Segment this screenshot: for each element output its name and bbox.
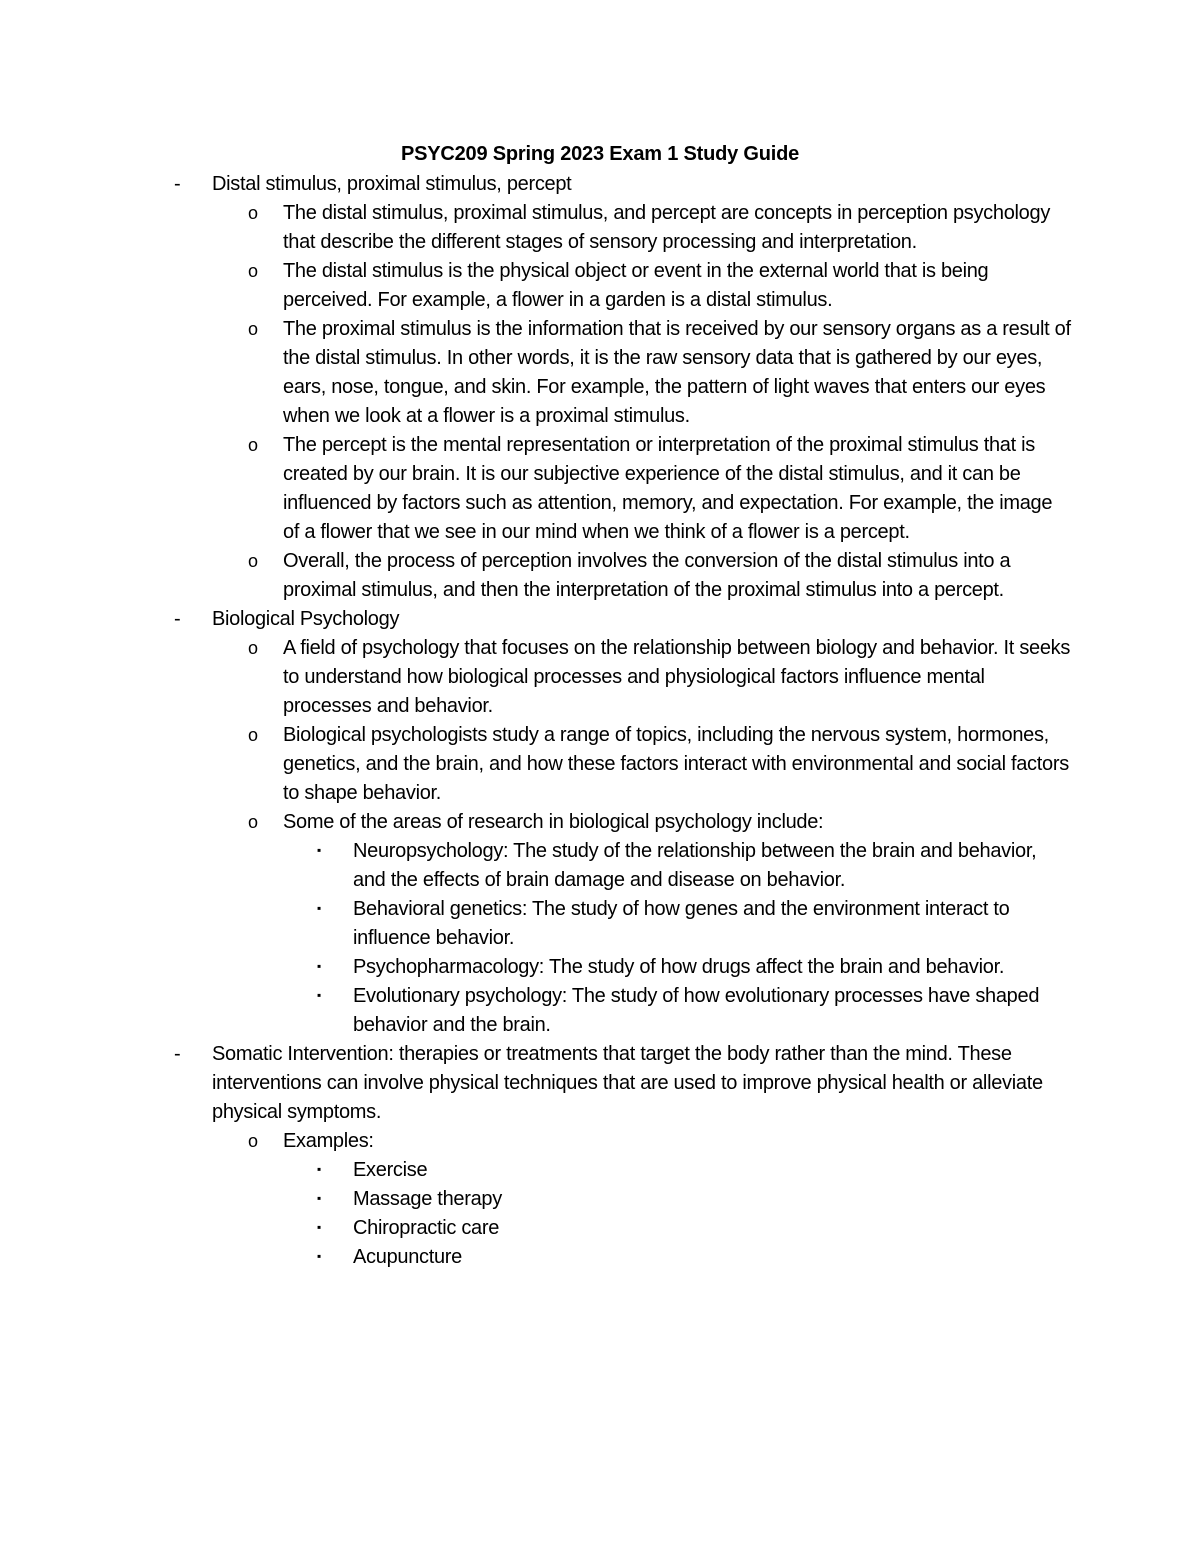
list-subitem bbox=[0, 1243, 1073, 1272]
dash-bullet-icon: - bbox=[174, 173, 181, 195]
list-item-text: The distal stimulus, proximal stimulus, and percept are concepts in perception psychology that describe the different stages of sensory processing and interpretation. bbox=[283, 202, 1051, 253]
list-item bbox=[0, 431, 1073, 547]
circle-bullet-icon: o bbox=[248, 261, 258, 281]
list-item-text: The percept is the mental representation or interpretation of the proximal stimulus that is created by our brain. It is our subjective experience of the distal stimulus, and it can be influenced by factors such as attention, memory, and expectation. For example, the image of a flower that we see in our mind when we think of a flower is a percept. bbox=[283, 434, 1053, 543]
list-subitem bbox=[0, 1185, 1073, 1214]
list-item-text: The proximal stimulus is the information that is received by our sensory organs as a result of the distal stimulus. In other words, it is the raw sensory data that is gathered by our eyes, ears, nose, tongue, and skin. For example, the pattern of light waves that enters our eyes when we look at a flower is a proximal stimulus. bbox=[283, 318, 1071, 427]
list-item-text: Overall, the process of perception involves the conversion of the distal stimulus into a proximal stimulus, and then the interpretation of the proximal stimulus into a percept. bbox=[283, 550, 1011, 601]
list-item-text: Exercise bbox=[353, 1159, 428, 1181]
list-item-text: Neuropsychology: The study of the relationship between the brain and behavior, and the effects of brain damage and disease on behavior. bbox=[353, 840, 1037, 891]
dash-bullet-icon: - bbox=[174, 1043, 181, 1065]
list-subitem bbox=[0, 953, 1073, 982]
list-subitem bbox=[0, 982, 1073, 1040]
list-subitem bbox=[0, 895, 1073, 953]
square-bullet-icon: ▪ bbox=[317, 901, 321, 915]
list-item-text: Chiropractic care bbox=[353, 1217, 500, 1239]
list-subitem bbox=[0, 837, 1073, 895]
circle-bullet-icon: o bbox=[248, 1131, 258, 1151]
list-item-text: Somatic Intervention: therapies or treatments that target the body rather than the mind. These interventions can involve physical techniques that are used to improve physical health or alleviate physical symptoms. bbox=[212, 1043, 1043, 1123]
square-bullet-icon: ▪ bbox=[317, 843, 321, 857]
list-subitem bbox=[0, 1156, 1073, 1185]
list-item bbox=[0, 1127, 1073, 1156]
list-item bbox=[0, 721, 1073, 808]
list-item bbox=[0, 634, 1073, 721]
list-item-text: Behavioral genetics: The study of how genes and the environment interact to influence behavior. bbox=[353, 898, 1010, 949]
list-item-text: Biological psychologists study a range of topics, including the nervous system, hormones, genetics, and the brain, and how these factors interact with environmental and social factors to shape behavior. bbox=[283, 724, 1069, 804]
circle-bullet-icon: o bbox=[248, 319, 258, 339]
dash-bullet-icon: - bbox=[174, 608, 181, 630]
list-item-text: Psychopharmacology: The study of how drugs affect the brain and behavior. bbox=[353, 956, 1005, 978]
page-title: PSYC209 Spring 2023 Exam 1 Study Guide bbox=[400, 143, 800, 165]
list-subitem bbox=[0, 1214, 1073, 1243]
list-item bbox=[0, 547, 1073, 605]
list-item-text: Acupuncture bbox=[353, 1246, 462, 1268]
document-body bbox=[0, 140, 1200, 1272]
list-item-distal-stimulus bbox=[0, 170, 1072, 199]
circle-bullet-icon: o bbox=[248, 203, 258, 223]
square-bullet-icon: ▪ bbox=[317, 959, 321, 973]
list-item-text: Examples: bbox=[283, 1130, 374, 1152]
list-item-text: Evolutionary psychology: The study of how evolutionary processes have shaped behavior and the brain. bbox=[353, 985, 1040, 1036]
circle-bullet-icon: o bbox=[248, 551, 258, 571]
circle-bullet-icon: o bbox=[248, 638, 258, 658]
square-bullet-icon: ▪ bbox=[317, 1220, 321, 1234]
list-item bbox=[0, 199, 1073, 257]
list-item bbox=[0, 315, 1073, 431]
list-item-text: Distal stimulus, proximal stimulus, percept bbox=[212, 173, 572, 195]
square-bullet-icon: ▪ bbox=[317, 988, 321, 1002]
list-item-text: Massage therapy bbox=[353, 1188, 502, 1210]
square-bullet-icon: ▪ bbox=[317, 1162, 321, 1176]
circle-bullet-icon: o bbox=[248, 725, 258, 745]
circle-bullet-icon: o bbox=[248, 435, 258, 455]
list-item-text: Biological Psychology bbox=[212, 608, 400, 630]
circle-bullet-icon: o bbox=[248, 812, 258, 832]
square-bullet-icon: ▪ bbox=[317, 1249, 321, 1263]
list-item bbox=[0, 257, 1073, 315]
list-item-biological-psychology bbox=[0, 605, 1072, 634]
list-item bbox=[0, 808, 1073, 837]
square-bullet-icon: ▪ bbox=[317, 1191, 321, 1205]
list-item-text: Some of the areas of research in biological psychology include: bbox=[283, 811, 824, 833]
list-item-text: A field of psychology that focuses on the relationship between biology and behavior. It seeks to understand how biological processes and physiological factors influence mental processes and behavior. bbox=[283, 637, 1071, 717]
list-item-text: The distal stimulus is the physical object or event in the external world that is being perceived. For example, a flower in a garden is a distal stimulus. bbox=[283, 260, 989, 311]
list-item-somatic-intervention bbox=[0, 1040, 1072, 1127]
